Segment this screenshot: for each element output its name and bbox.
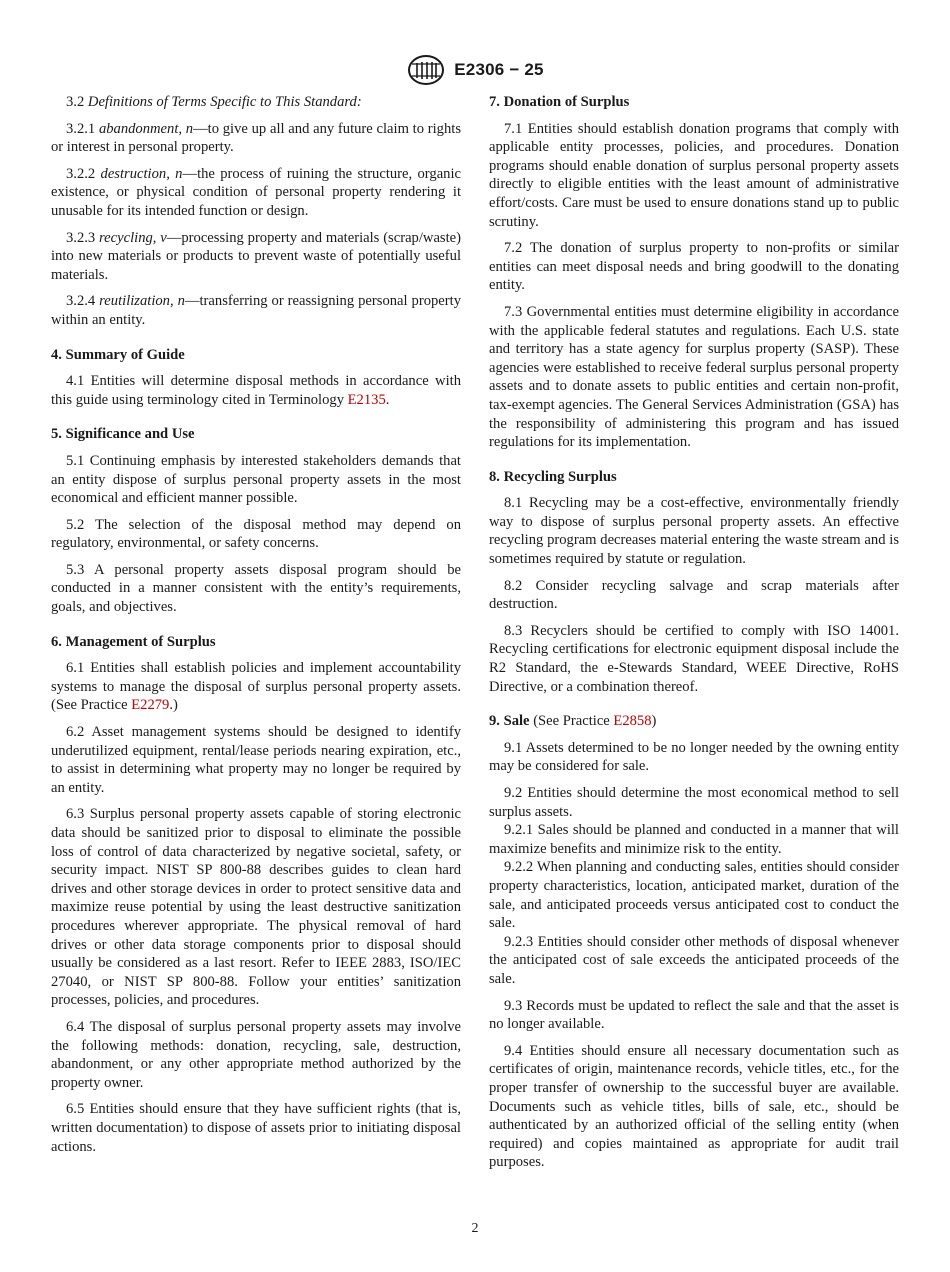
paragraph-5-2: 5.2 The selection of the disposal method may depend on regulatory, environmental, or safety concerns.	[51, 516, 461, 552]
paragraph-6-2: 6.2 Asset management systems should be designed to identify underutilized equipment, rental/lease periods nearing expiration, etc., to assist in determining what property may no longer be required by an entity.	[51, 724, 461, 796]
astm-logo-icon	[406, 54, 446, 86]
paragraph-6-1: 6.1 Entities shall establish policies and implement accountability systems to manage the disposal of surplus personal property assets. (See Practice E2279.)	[51, 660, 461, 714]
paragraph-6-5: 6.5 Entities should ensure that they have sufficient rights (that is, written documentation) to dispose of assets prior to initiating disposal actions.	[51, 1101, 461, 1155]
paragraph-3-2-2: 3.2.2 destruction, n—the process of ruining the structure, organic existence, or physical condition of personal property rendering it unusable for its intended function or design.	[51, 165, 461, 219]
paragraph-6-4: 6.4 The disposal of surplus personal property assets may involve the following methods: donation, recycling, sale, destruction, abandonment, or any other appropriate method authorized by the property owner.	[51, 1018, 461, 1091]
paragraph-3-2-3: 3.2.3 recycling, v—processing property and materials (scrap/waste) into new materials or products to prevent waste of potentially useful materials.	[51, 229, 461, 283]
page-header	[0, 54, 950, 86]
paragraph-9-2-3: 9.2.3 Entities should consider other methods of disposal whenever the anticipated cost of sale exceeds the anticipated proceeds of the sale.	[489, 933, 899, 987]
paragraph-9-4: 9.4 Entities should ensure all necessary documentation such as certificates of origin, maintenance records, vehicle titles, etc., for the proper transfer of ownership to the successful buyer are available. Documents such as vehicle titles, bills of sale, etc., should be authenticated by an authorized official of the selling entity (when required) and copies maintained as appropriate for audit trail purposes.	[489, 1042, 899, 1171]
left-column	[51, 93, 461, 1164]
paragraph-5-3: 5.3 A personal property assets disposal program should be conducted in a manner consistent with the entity’s requirements, goals, and objectives.	[51, 561, 461, 616]
reference-link-e2135[interactable]: E2135	[347, 391, 386, 408]
right-column	[489, 93, 899, 1180]
paragraph-9-3: 9.3 Records must be updated to reflect the sale and that the asset is no longer available.	[489, 997, 899, 1033]
paragraph-7-2: 7.2 The donation of surplus property to non-profits or similar entities can meet disposal needs and bring goodwill to the donating entity.	[489, 240, 899, 294]
paragraph-9-1: 9.1 Assets determined to be no longer needed by the owning entity may be considered for sale.	[489, 739, 899, 775]
reference-link-e2858[interactable]: E2858	[613, 713, 652, 730]
paragraph-4-1: 4.1 Entities will determine disposal methods in accordance with this guide using terminology cited in Terminology E2135.	[51, 373, 461, 408]
paragraph-9-2-1: 9.2.1 Sales should be planned and conducted in a manner that will maximize benefits and minimize risk to the entity.	[489, 822, 899, 857]
section-9-heading: 9. Sale (See Practice E2858)	[489, 713, 657, 730]
section-8-heading: 8. Recycling Surplus	[489, 468, 617, 485]
paragraph-9-2: 9.2 Entities should determine the most economical method to sell surplus assets.	[489, 785, 899, 820]
paragraph-9-2-2: 9.2.2 When planning and conducting sales, entities should consider property characteristics, location, anticipated market, duration of the sale, and anticipated proceeds versus anticipated cost to conduct the sale.	[489, 859, 899, 932]
paragraph-3-2: 3.2 Definitions of Terms Specific to This Standard:	[66, 94, 362, 110]
section-5-heading: 5. Significance and Use	[51, 426, 195, 443]
paragraph-5-1: 5.1 Continuing emphasis by interested stakeholders demands that an entity dispose of surplus personal property assets in the most economical and efficient manner possible.	[51, 452, 461, 507]
section-4-heading: 4. Summary of Guide	[51, 346, 185, 363]
paragraph-7-3: 7.3 Governmental entities must determine eligibility in accordance with the applicable federal statutes and regulations. Each U.S. state and territory has a state agency for surplus property (SASP). These agencies were established to receive federal surplus personal property assets and to donate assets to public entities and certain non-profit, tax-exempt agencies. The General Services Administration (GSA) has the responsibility of administering this program and has issued regulations for its implementation.	[489, 303, 899, 451]
paragraph-6-3: 6.3 Surplus personal property assets capable of storing electronic data should be sanitized prior to disposal to eliminate the possible loss of control of data characterized by negative societal, safety, or security impact. NIST SP 800-88 describes guides to clean hard drives and other storage devices in order to protect sensitive data and maximize reuse potential by using the least destructive sanitization procedures wherever appropriate. The physical removal of hard drives or other data storage components prior to disposal should usually be considered as a last resort. Refer to IEEE 2883, ISO/IEC 27040, or NIST SP 800-88. Follow your entities’ sanitization processes, policies, and procedures.	[51, 806, 461, 1009]
paragraph-8-2: 8.2 Consider recycling salvage and scrap materials after destruction.	[489, 577, 899, 613]
reference-link-e2279[interactable]: E2279	[131, 697, 170, 714]
standard-designation: E2306 − 25	[454, 60, 544, 79]
paragraph-8-3: 8.3 Recyclers should be certified to comply with ISO 14001. Recycling certifications for electronic equipment disposal include the R2 Standard, the e-Stewards Standard, WEEE Directive, RoHS Directive, or a combination thereof.	[489, 622, 899, 695]
paragraph-8-1: 8.1 Recycling may be a cost-effective, environmentally friendly way to dispose of surplus personal property assets. An effective recycling program decreases material entering the waste stream and is sometimes required by statute or regulation.	[489, 495, 899, 568]
paragraph-3-2-1: 3.2.1 abandonment, n—to give up all and any future claim to rights or interest in personal property.	[51, 120, 461, 156]
section-6-heading: 6. Management of Surplus	[51, 633, 216, 650]
page-number: 2	[471, 1221, 479, 1236]
paragraph-7-1: 7.1 Entities should establish donation programs that comply with applicable entity processes, policies, and procedures. Donation programs should enable donation of surplus personal property assets directly to eligible entities with the least amount of administrative effort/costs. Care must be used to ensure donations stand up to public scrutiny.	[489, 120, 899, 230]
paragraph-3-2-4: 3.2.4 reutilization, n—transferring or reassigning personal property within an entity.	[51, 293, 461, 328]
section-7-heading: 7. Donation of Surplus	[489, 94, 630, 110]
